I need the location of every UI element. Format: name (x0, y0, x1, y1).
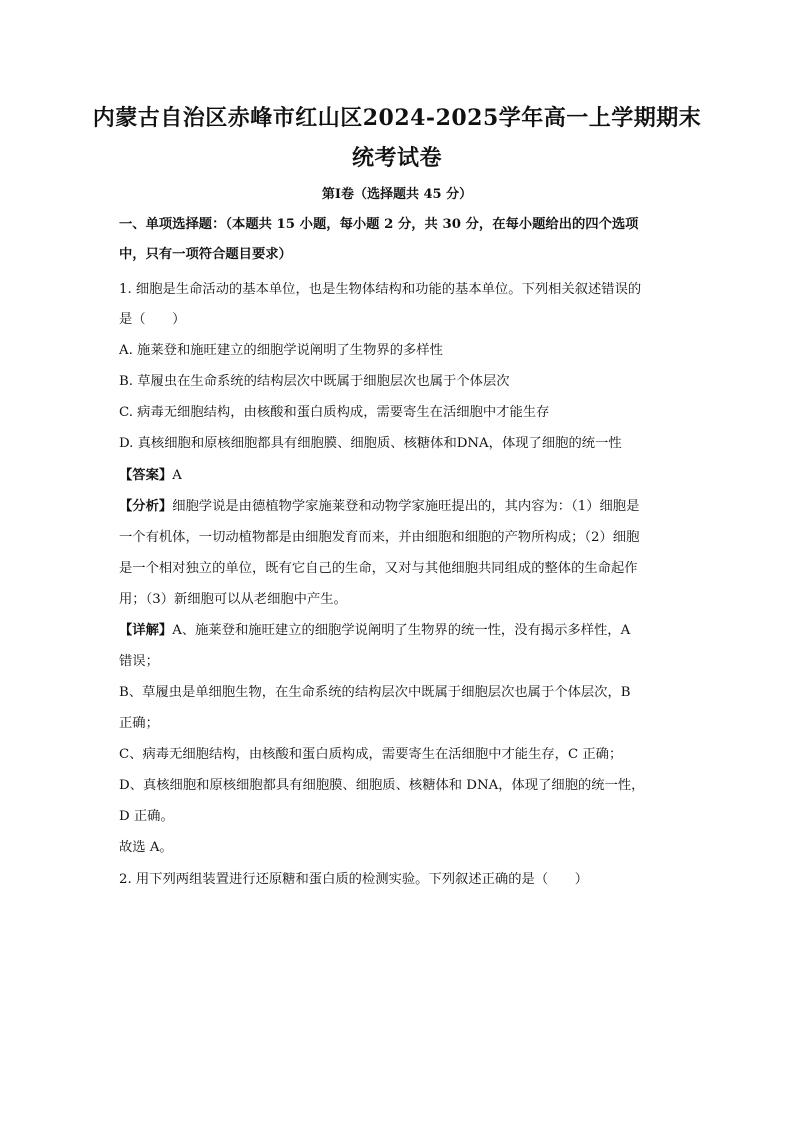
doc-title-line2: 统考试卷 (351, 145, 442, 171)
q2-stem-line1: 2. 用下列两组装置进行还原糖和蛋白质的检测实验。下列叙述正确的是（ ） (119, 872, 589, 887)
q1-conclusion: 故选 A。 (119, 840, 173, 855)
detail-text: A、施莱登和施旺建立的细胞学说阐明了生物界的统一性，没有揭示多样性，A (172, 623, 631, 638)
q1-stem-line1: 1. 细胞是生命活动的基本单位，也是生物体结构和功能的基本单位。下列相关叙述错误的 (119, 282, 642, 297)
analysis-text: 细胞学说是由德植物学家施莱登和动物学家施旺提出的，其内容为：（1）细胞是 (172, 499, 640, 514)
q1-detail-line2: 错误； (119, 654, 159, 669)
answer-label: 【答案】 (119, 468, 173, 483)
q1-detail-line4: 正确； (119, 716, 159, 731)
q1-detail-line7: D 正确。 (119, 809, 174, 824)
instruction-line1: 一、单项选择题：（本题共 15 小题，每小题 2 分，共 30 分，在每小题给出的四个选项 (119, 217, 639, 232)
doc-title-line1: 内蒙古自治区赤峰市红山区2024-2025学年高一上学期期末 (92, 105, 702, 131)
q1-analysis-line2: 一个有机体，一切动植物都是由细胞发育而来，并由细胞和细胞的产物所构成；（2）细胞 (119, 530, 640, 545)
q1-option-d: D. 真核细胞和原核细胞都具有细胞膜、细胞质、核糖体和DNA，体现了细胞的统一性 (119, 436, 622, 451)
q1-detail-line1 (119, 621, 679, 641)
q1-analysis-line1 (119, 497, 679, 517)
analysis-label: 【分析】 (119, 499, 173, 514)
q1-option-a: A. 施莱登和施旺建立的细胞学说阐明了生物界的多样性 (119, 343, 443, 358)
q1-analysis-line4: 用；（3）新细胞可以从老细胞中产生。 (119, 592, 347, 607)
q1-detail-line3: B、草履虫是单细胞生物，在生命系统的结构层次中既属于细胞层次也属于个体层次，B (119, 685, 631, 700)
q1-detail-line5: C、病毒无细胞结构，由核酸和蛋白质构成，需要寄生在活细胞中才能生存，C 正确； (119, 747, 623, 762)
instruction-line2: 中，只有一项符合题目要求） (119, 247, 292, 262)
detail-label: 【详解】 (119, 623, 173, 638)
q1-detail-line6: D、真核细胞和原核细胞都具有细胞膜、细胞质、核糖体和 DNA，体现了细胞的统一性， (119, 778, 645, 793)
section-heading: 第Ⅰ卷（选择题共 45 分） (321, 187, 473, 202)
q1-option-c: C. 病毒无细胞结构，由核酸和蛋白质构成，需要寄生在活细胞中才能生存 (119, 405, 550, 420)
q1-analysis-line3: 是一个相对独立的单位，既有它自己的生命，又对与其他细胞共同组成的整体的生命起作 (119, 561, 638, 576)
q1-option-b: B. 草履虫在生命系统的结构层次中既属于细胞层次也属于个体层次 (119, 374, 510, 389)
q1-stem-line2: 是（ ） (119, 312, 186, 327)
answer-value: A (172, 468, 182, 483)
q1-answer (119, 466, 679, 486)
